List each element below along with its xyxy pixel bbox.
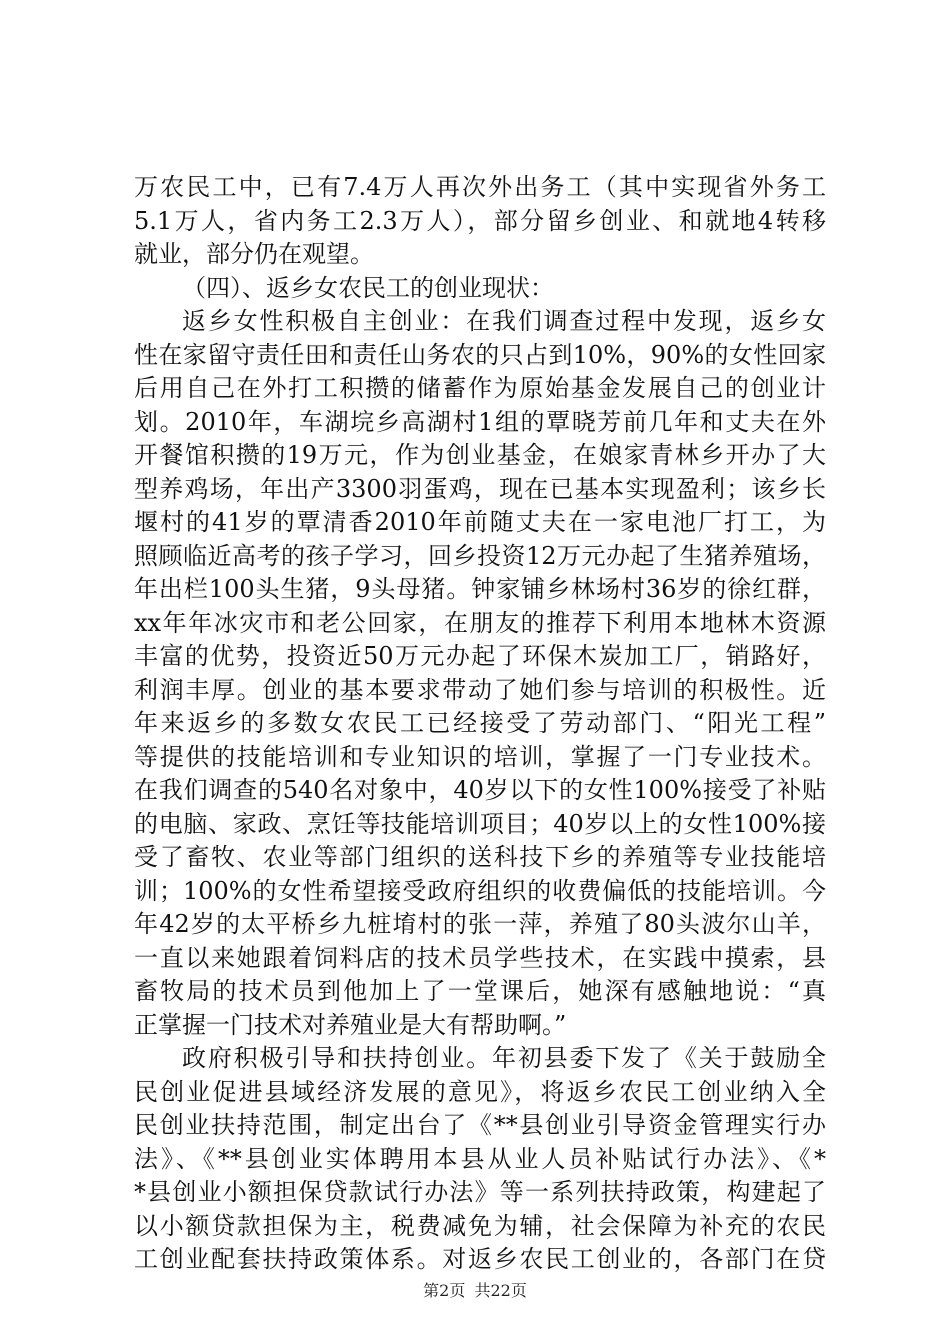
text-line: 等提供的技能培训和专业知识的培训，掌握了一门专业技术。 — [134, 742, 826, 771]
text-line: 返乡女性积极自主创业：在我们调查过程中发现，返乡女 — [182, 307, 826, 335]
page-footer — [0, 1278, 950, 1301]
text-line: 训；100%的女性希望接受政府组织的收费偏低的技能培训。今 — [134, 876, 826, 905]
text-line: 年出栏100头生猪，9头母猪。钟家铺乡林场村36岁的徐红群， — [134, 575, 826, 603]
text-line: 民创业促进县域经济发展的意见》，将返乡农民工创业纳入全 — [134, 1077, 826, 1106]
text-line: 5.1万人，省内务工2.3万人），部分留乡创业、和就地4转移 — [134, 206, 826, 235]
text-line: 政府积极引导和扶持创业。年初县委下发了《关于鼓励全 — [182, 1044, 826, 1072]
text-line: 堰村的41岁的覃清香2010年前随丈夫在一家电池厂打工，为 — [134, 508, 826, 536]
body-text — [134, 171, 826, 1277]
text-line: 开餐馆积攒的19万元，作为创业基金，在娘家青林乡开办了大 — [134, 441, 826, 469]
text-line: 畜牧局的技术员到他加上了一堂课后，她深有感触地说：“真 — [134, 977, 826, 1005]
page-total: 共22页 — [474, 1281, 527, 1300]
text-line: 受了畜牧、农业等部门组织的送科技下乡的养殖等专业技能培 — [134, 843, 826, 871]
text-line: 丰富的优势，投资近50万元办起了环保木炭加工厂，销路好， — [134, 642, 826, 670]
section-heading: （四）、返乡女农民工的创业现状： — [182, 273, 554, 302]
text-line: xx年年冰灾市和老公回家，在朋友的推荐下利用本地林木资源 — [134, 608, 826, 637]
text-line: 民创业扶持范围，制定出台了《**县创业引导资金管理实行办 — [134, 1111, 826, 1139]
text-line: 就业，部分仍在观望。 — [134, 240, 374, 268]
page-number: 第2页 — [423, 1281, 466, 1300]
text-line: 后用自己在外打工积攒的储蓄作为原始基金发展自己的创业计 — [134, 374, 826, 402]
text-line: 性在家留守责任田和责任山务农的只占到10%，90%的女性回家 — [134, 340, 826, 369]
text-line: 以小额贷款担保为主，税费减免为辅，社会保障为补充的农民 — [134, 1211, 826, 1240]
text-line: 法》、《**县创业实体聘用本县从业人员补贴试行办法》、《* — [134, 1144, 826, 1173]
text-line: 一直以来她跟着饲料店的技术员学些技术，在实践中摸索，县 — [134, 943, 826, 972]
text-line: 型养鸡场，年出产3300羽蛋鸡，现在已基本实现盈利；该乡长 — [134, 474, 826, 503]
text-line: 工创业配套扶持政策体系。对返乡农民工创业的，各部门在贷 — [134, 1245, 826, 1273]
text-line: 划。2010年，车湖垸乡高湖村1组的覃晓芳前几年和丈夫在外 — [134, 407, 826, 436]
text-line: 年42岁的太平桥乡九桩堉村的张一萍，养殖了80头波尔山羊， — [134, 910, 826, 938]
text-line: *县创业小额担保贷款试行办法》等一系列扶持政策，构建起了 — [134, 1178, 826, 1206]
text-line: 照顾临近高考的孩子学习，回乡投资12万元办起了生猪养殖场， — [134, 541, 826, 570]
text-line: 万农民工中，已有7.4万人再次外出务工（其中实现省外务工 — [134, 173, 826, 201]
text-line: 年来返乡的多数女农民工已经接受了劳动部门、“阳光工程” — [134, 709, 826, 737]
text-line: 在我们调查的540名对象中，40岁以下的女性100%接受了补贴 — [134, 776, 826, 804]
text-line: 的电脑、家政、烹饪等技能培训项目；40岁以上的女性100%接 — [134, 809, 826, 838]
text-line: 利润丰厚。创业的基本要求带动了她们参与培训的积极性。近 — [134, 675, 826, 704]
text-line: 正掌握一门技术对养殖业是大有帮助啊。” — [134, 1010, 567, 1039]
